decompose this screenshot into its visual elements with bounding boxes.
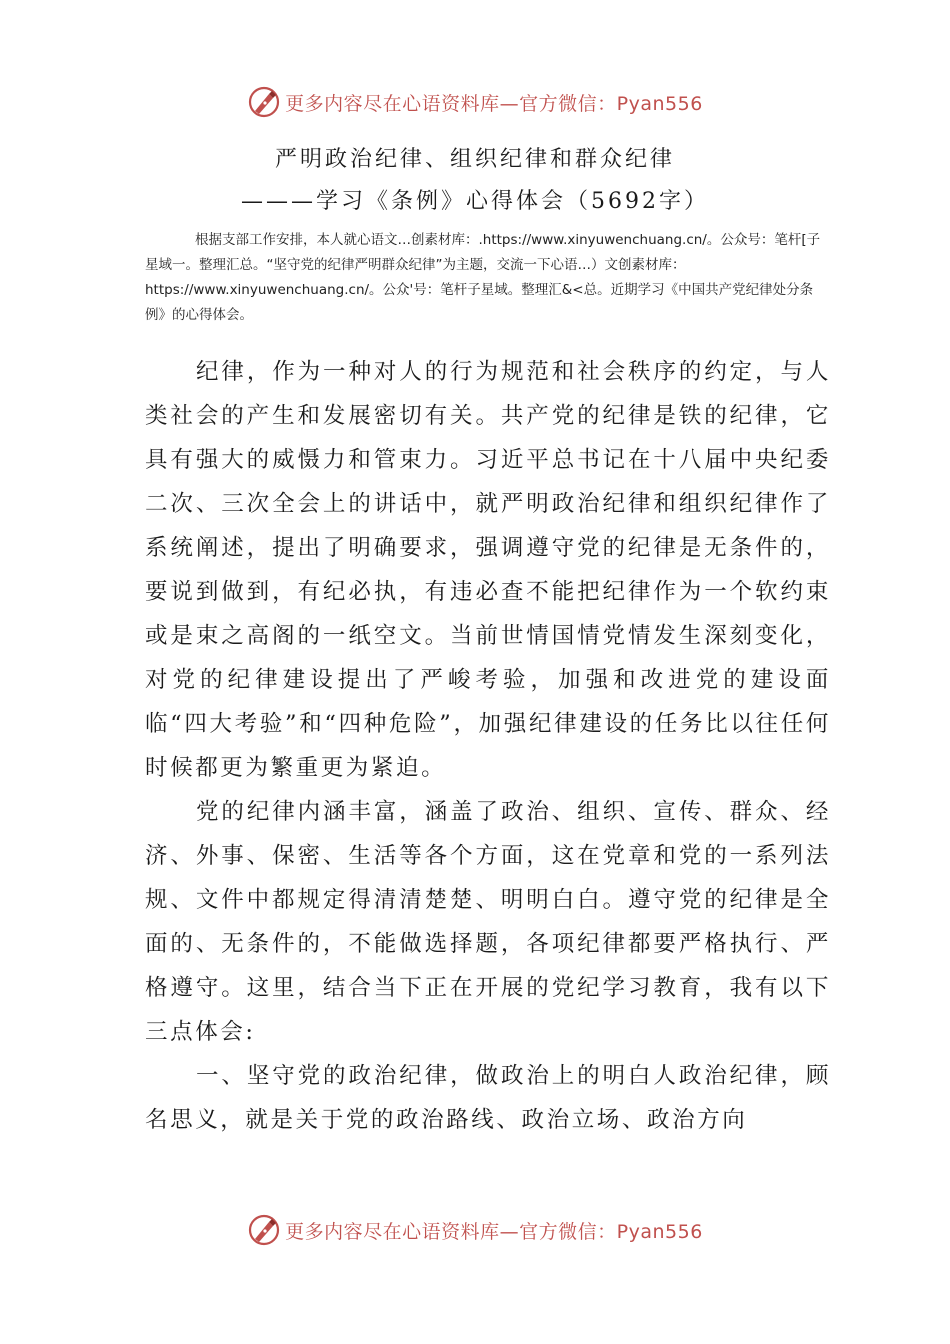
footer-banner-text: 更多内容尽在心语资料库—官方微信：Pyan556 xyxy=(285,1220,703,1243)
header-banner-text: 更多内容尽在心语资料库—官方微信：Pyan556 xyxy=(285,92,703,115)
body-paragraph: 纪律，作为一种对人的行为规范和社会秩序的约定，与人类社会的产生和发展密切有关。共产党的纪律是铁的纪律，它具有强大的威慑力和管束力。习近平总书记在十八届中央纪委二次、三次全会上的讲话中，就严明政治纪律和组织纪律作了系统阐述，提出了明确要求，强调遵守党的纪律是无条件的，要说到做到，有纪必执，有违必查不能把纪律作为一个软约束或是束之高阁的一纸空文。当前世情国情党情发生深刻变化，对党的纪律建设提出了严峻考验，加强和改进党的建设面临“四大考验”和“四种危险”，加强纪律建设的任务比以往任何时候都更为繁重更为紧迫。 xyxy=(145,359,831,781)
header-banner xyxy=(0,82,950,122)
pen-nib-logo-icon xyxy=(247,1213,281,1247)
document-title: 严明政治纪律、组织纪律和群众纪律 xyxy=(274,147,675,172)
body-paragraph: 党的纪律内涵丰富，涵盖了政治、组织、宣传、群众、经济、外事、保密、生活等各个方面，这在党章和党的一系列法规、文件中都规定得清清楚楚、明明白白。遵守党的纪律是全面的、无条件的，不能做选择题，各项纪律都要严格执行、严格遵守。这里，结合当下正在开展的党纪学习教育，我有以下三点体会: xyxy=(145,799,831,1045)
footer-banner xyxy=(0,1210,950,1250)
pen-nib-logo-icon xyxy=(247,85,281,119)
document-body xyxy=(145,350,831,1142)
body-paragraph: 一、坚守党的政治纪律，做政治上的明白人政治纪律，顾名思义，就是关于党的政治路线、政治立场、政治方向 xyxy=(145,1063,831,1133)
document-subtitle: ———学习《条例》心得体会（5692字） xyxy=(241,189,709,214)
intro-paragraph: 根据支部工作安排，本人就心语文…创素材库：.https://www.xinyuwenchuang.cn/。公众号：笔杆[子星域一。整理汇总。“坚守党的纪律严明群众纪律”为主题，交流一下心语…）文创素材库：https://www.xinyuwenchuang.cn/。公众'号：笔杆子星域。整理汇&<总。近期学习《中国共产党纪律处分条例》的心得体会。 xyxy=(145,232,821,323)
